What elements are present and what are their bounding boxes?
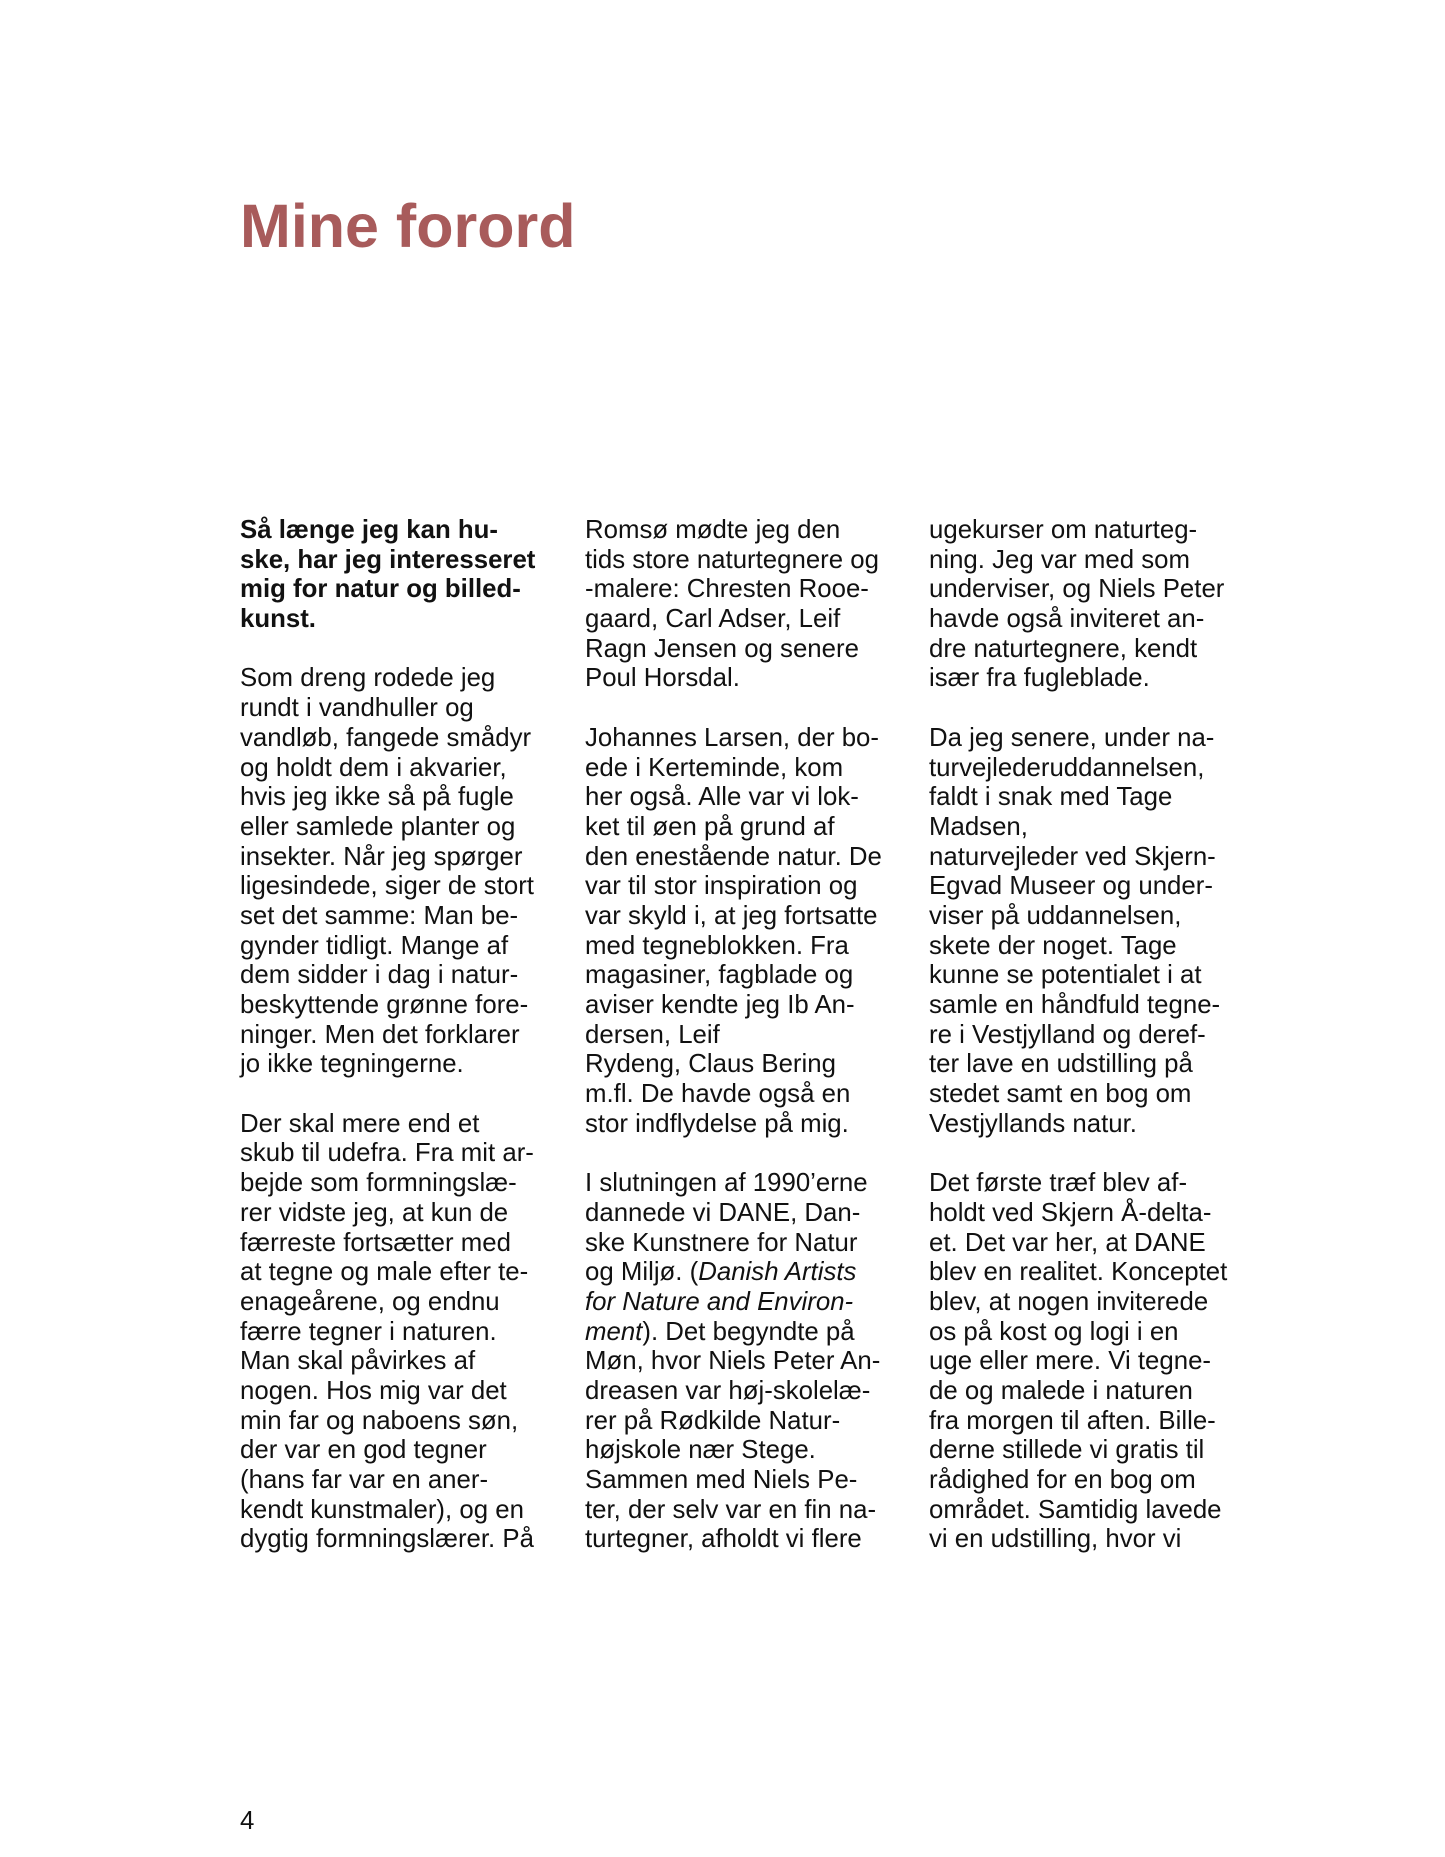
- text-line: dannede vi DANE, Dan-: [585, 1198, 861, 1227]
- text-line: tids store naturtegnere og: [585, 545, 879, 574]
- text-line: I slutningen af 1990’erne: [585, 1169, 868, 1198]
- italic-text-line: for Nature and Environ-: [585, 1287, 854, 1316]
- text-line: naturvejleder ved Skjern-: [929, 842, 1216, 871]
- text-line: fra morgen til aften. Bille-: [929, 1406, 1216, 1435]
- text-line: holdt ved Skjern Å-delta-: [929, 1198, 1212, 1227]
- text-line: hvis jeg ikke så på fugle: [240, 783, 514, 812]
- text-line: området. Samtidig lavede: [929, 1495, 1222, 1524]
- paragraph: [929, 724, 1247, 1140]
- text-line: Som dreng rodede jeg: [240, 664, 496, 693]
- text-line: -malere: Chresten Rooe-: [585, 575, 869, 604]
- text-line: uge eller mere. Vi tegne-: [929, 1347, 1212, 1376]
- page-number: 4: [240, 1807, 255, 1835]
- text-line: der var en god tegner: [240, 1436, 487, 1465]
- text-line: og holdt dem i akvarier,: [240, 753, 507, 782]
- text-line: ter, der selv var en fin na-: [585, 1495, 877, 1524]
- text-line: et. Det var her, at DANE: [929, 1228, 1206, 1257]
- italic-text: ment: [585, 1317, 643, 1346]
- paragraph: [240, 1110, 558, 1555]
- text-line: Johannes Larsen, der bo-: [585, 723, 879, 752]
- text-line: stor indflydelse på mig.: [585, 1109, 849, 1138]
- text-line: viser på uddannelsen,: [929, 901, 1182, 930]
- text-span: ). Det begyndte på: [642, 1317, 855, 1346]
- text-line: ket til øen på grund af: [585, 812, 835, 841]
- text-line: jo ikke tegningerne.: [240, 1050, 464, 1079]
- text-line: gaard, Carl Adser, Leif: [585, 605, 841, 634]
- text-line: [585, 1318, 903, 1348]
- text-column-1: [240, 516, 558, 1555]
- text-line: ske, har jeg interesseret: [240, 545, 536, 574]
- text-line: dreasen var høj-skolelæ-: [585, 1376, 871, 1405]
- text-line: ligesindede, siger de stort: [240, 872, 534, 901]
- text-line: ugekurser om naturteg-: [929, 516, 1198, 544]
- text-line: [585, 1258, 903, 1288]
- text-line: min far og naboens søn,: [240, 1406, 519, 1435]
- text-line: m.fl. De havde også en: [585, 1080, 851, 1109]
- text-line: gynder tidligt. Mange af: [240, 931, 509, 960]
- text-line: skete der noget. Tage: [929, 931, 1177, 960]
- text-line: os på kost og logi i en: [929, 1317, 1179, 1346]
- text-line: nogen. Hos mig var det: [240, 1376, 507, 1405]
- text-line: den enestående natur. De: [585, 842, 882, 871]
- text-line: magasiner, fagblade og: [585, 961, 854, 990]
- text-span: og Miljø. (: [585, 1258, 699, 1287]
- paragraph: [929, 1169, 1247, 1555]
- text-line: derne stillede vi gratis til: [929, 1436, 1205, 1465]
- paragraph: [585, 516, 903, 694]
- text-line: at tegne og male efter te-: [240, 1258, 529, 1287]
- text-line: bejde som formningslæ-: [240, 1169, 517, 1198]
- text-line: blev en realitet. Konceptet: [929, 1258, 1228, 1287]
- text-line: Egvad Museer og under-: [929, 872, 1213, 901]
- text-line: set det samme: Man be-: [240, 901, 519, 930]
- text-line: Madsen,: [929, 812, 1028, 841]
- text-line: stedet samt en bog om: [929, 1080, 1192, 1109]
- text-line: rundt i vandhuller og: [240, 694, 474, 723]
- text-line: Ragn Jensen og senere: [585, 634, 859, 663]
- text-line: dygtig formningslærer. På: [240, 1525, 534, 1554]
- text-line: turvejlederuddannelsen,: [929, 753, 1205, 782]
- page-title: Mine forord: [240, 192, 576, 260]
- text-line: kendt kunstmaler), og en: [240, 1495, 524, 1524]
- text-line: insekter. Når jeg spørger: [240, 842, 523, 871]
- text-line: Møn, hvor Niels Peter An-: [585, 1347, 881, 1376]
- text-line: ning. Jeg var med som: [929, 545, 1190, 574]
- text-line: rer på Rødkilde Natur-: [585, 1406, 841, 1435]
- text-line: dem sidder i dag i natur-: [240, 961, 519, 990]
- text-line: færreste fortsætter med: [240, 1228, 511, 1257]
- text-line: ede i Kerteminde, kom: [585, 753, 844, 782]
- text-line: faldt i snak med Tage: [929, 783, 1173, 812]
- paragraph: [240, 664, 558, 1080]
- text-line: Sammen med Niels Pe-: [585, 1466, 858, 1494]
- text-line: Man skal påvirkes af: [240, 1347, 476, 1376]
- text-column-3: [929, 516, 1247, 1555]
- text-line: med tegneblokken. Fra: [585, 931, 849, 960]
- text-line: Så længe jeg kan hu-: [240, 516, 499, 544]
- text-line: skub til udefra. Fra mit ar-: [240, 1139, 534, 1168]
- text-line: turtegner, afholdt vi flere: [585, 1525, 862, 1554]
- text-column-2: [585, 516, 903, 1555]
- text-line: mig for natur og billed-: [240, 575, 521, 604]
- text-line: havde også inviteret an-: [929, 605, 1205, 634]
- text-line: aviser kendte jeg Ib An-: [585, 991, 855, 1019]
- text-line: samle en håndfuld tegne-: [929, 991, 1221, 1019]
- text-line: de og malede i naturen: [929, 1376, 1193, 1405]
- text-line: vandløb, fangede smådyr: [240, 723, 532, 752]
- text-line: ninger. Men det forklarer: [240, 1020, 520, 1049]
- intro-paragraph: [240, 516, 558, 635]
- text-line: Romsø mødte jeg den: [585, 516, 841, 544]
- text-line: kunst.: [240, 605, 316, 634]
- text-line: blev, at nogen inviterede: [929, 1287, 1209, 1316]
- text-line: var skyld i, at jeg fortsatte: [585, 901, 878, 930]
- paragraph: [585, 724, 903, 1140]
- text-line: her også. Alle var vi lok-: [585, 783, 859, 812]
- text-line: ter lave en udstilling på: [929, 1050, 1193, 1079]
- text-line: underviser, og Niels Peter: [929, 575, 1225, 604]
- paragraph: [929, 516, 1247, 694]
- text-line: beskyttende grønne fore-: [240, 991, 529, 1019]
- paragraph-dane: [585, 1169, 903, 1555]
- text-line: vi en udstilling, hvor vi: [929, 1525, 1182, 1554]
- text-line: eller samlede planter og: [240, 812, 516, 841]
- text-line: dre naturtegnere, kendt: [929, 634, 1198, 663]
- text-line: Rydeng, Claus Bering: [585, 1050, 836, 1079]
- text-line: dersen, Leif: [585, 1020, 720, 1049]
- paragraph-lines: [585, 1347, 903, 1555]
- text-line: Vestjyllands natur.: [929, 1109, 1137, 1138]
- text-line: Der skal mere end et: [240, 1109, 480, 1138]
- text-line: rådighed for en bog om: [929, 1466, 1196, 1494]
- paragraph-lines: [585, 1169, 903, 1258]
- text-line: var til stor inspiration og: [585, 872, 858, 901]
- text-line: ske Kunstnere for Natur: [585, 1228, 858, 1257]
- text-line: højskole nær Stege.: [585, 1436, 816, 1465]
- text-line: re i Vestjylland og deref-: [929, 1020, 1206, 1049]
- italic-text: Danish Artists: [698, 1258, 857, 1287]
- text-line: Det første træf blev af-: [929, 1169, 1188, 1198]
- text-line: færre tegner i naturen.: [240, 1317, 497, 1346]
- text-line: kunne se potentialet i at: [929, 961, 1202, 990]
- text-line: især fra fugleblade.: [929, 664, 1150, 693]
- text-line: Poul Horsdal.: [585, 664, 740, 693]
- text-line: rer vidste jeg, at kun de: [240, 1198, 509, 1227]
- text-line: enageårene, og endnu: [240, 1287, 500, 1316]
- text-line: (hans far var en aner-: [240, 1466, 489, 1494]
- text-line: Da jeg senere, under na-: [929, 723, 1215, 752]
